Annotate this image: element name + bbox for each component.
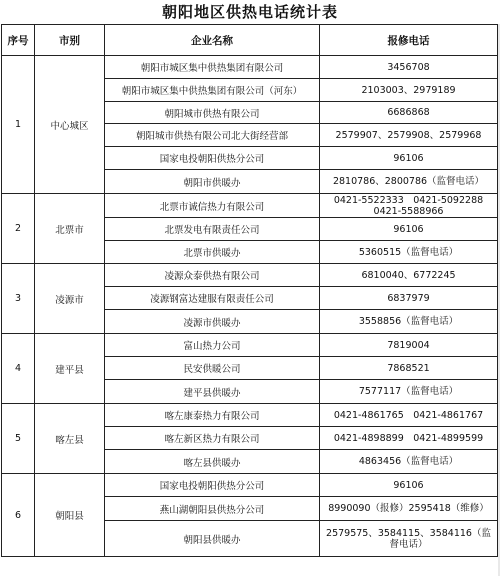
header-city: 市别	[35, 25, 105, 56]
header-index: 序号	[2, 25, 35, 56]
phone-cell: 96106	[320, 147, 498, 170]
table-row	[2, 334, 498, 357]
heating-phone-table	[1, 24, 498, 557]
city-cell: 北票市	[35, 194, 105, 264]
phone-cell: 2103003、2979189	[320, 79, 498, 102]
phone-cell: 6837979	[320, 287, 498, 310]
company-cell: 建平县供暖办	[105, 380, 320, 404]
company-cell: 凌源市供暖办	[105, 310, 320, 334]
phone-cell: 96106	[320, 474, 498, 497]
company-cell: 朝阳市供暖办	[105, 170, 320, 194]
phone-cell: 2810786、2800786（监督电话）	[320, 170, 498, 194]
company-cell: 朝阳县供暖办	[105, 521, 320, 557]
company-cell: 国家电投朝阳供热分公司	[105, 474, 320, 497]
company-cell: 凌源钢富达建服有限责任公司	[105, 287, 320, 310]
company-cell: 北票发电有限责任公司	[105, 218, 320, 241]
table-row	[2, 56, 498, 79]
phone-cell: 4863456（监督电话）	[320, 450, 498, 474]
city-cell: 喀左县	[35, 404, 105, 474]
company-cell: 北票市诚信热力有限公司	[105, 194, 320, 218]
phone-cell: 6686868	[320, 102, 498, 124]
company-cell: 朝阳市城区集中供热集团有限公司	[105, 56, 320, 79]
city-cell: 建平县	[35, 334, 105, 404]
company-cell: 凌源众泰供热有限公司	[105, 264, 320, 287]
company-cell: 民安供暖公司	[105, 357, 320, 380]
phone-cell: 7577117（监督电话）	[320, 380, 498, 404]
table-row	[2, 404, 498, 427]
table-row	[2, 264, 498, 287]
index-cell: 6	[2, 474, 35, 557]
company-cell: 朝阳城市供热有限公司北大街经营部	[105, 124, 320, 147]
company-cell: 国家电投朝阳供热分公司	[105, 147, 320, 170]
company-cell: 富山热力公司	[105, 334, 320, 357]
index-cell: 2	[2, 194, 35, 264]
phone-cell: 8990090（报修）2595418（维修）	[320, 497, 498, 521]
city-cell: 凌源市	[35, 264, 105, 334]
company-cell: 北票市供暖办	[105, 241, 320, 264]
phone-cell: 5360515（监督电话）	[320, 241, 498, 264]
company-cell: 燕山湖朝阳县供热分公司	[105, 497, 320, 521]
index-cell: 1	[2, 56, 35, 194]
index-cell: 3	[2, 264, 35, 334]
phone-cell: 6810040、6772245	[320, 264, 498, 287]
phone-cell: 2579575、3584115、3584116（监督电话）	[320, 521, 498, 557]
phone-cell: 3558856（监督电话）	[320, 310, 498, 334]
table-row	[2, 474, 498, 497]
index-cell: 5	[2, 404, 35, 474]
company-cell: 朝阳城市供热有限公司	[105, 102, 320, 124]
company-cell: 喀左康泰热力有限公司	[105, 404, 320, 427]
table-row	[2, 194, 498, 218]
company-cell: 喀左新区热力有限公司	[105, 427, 320, 450]
table-body	[2, 56, 498, 557]
city-cell: 朝阳县	[35, 474, 105, 557]
phone-cell: 0421-4861765 0421-4861767	[320, 404, 498, 427]
company-cell: 朝阳市城区集中供热集团有限公司（河东）	[105, 79, 320, 102]
phone-cell: 3456708	[320, 56, 498, 79]
header-row	[2, 25, 498, 56]
phone-cell: 2579907、2579908、2579968	[320, 124, 498, 147]
sheet-title: 朝阳地区供热电话统计表	[161, 3, 338, 21]
city-cell: 中心城区	[35, 56, 105, 194]
index-cell: 4	[2, 334, 35, 404]
phone-cell: 0421-4898899 0421-4899599	[320, 427, 498, 450]
company-cell: 喀左县供暖办	[105, 450, 320, 474]
header-company: 企业名称	[105, 25, 320, 56]
header-phone: 报修电话	[320, 25, 498, 56]
phone-cell: 7819004	[320, 334, 498, 357]
phone-cell: 7868521	[320, 357, 498, 380]
phone-cell: 96106	[320, 218, 498, 241]
phone-cell: 0421-5522333 0421-5092288 0421-5588966	[320, 194, 498, 218]
